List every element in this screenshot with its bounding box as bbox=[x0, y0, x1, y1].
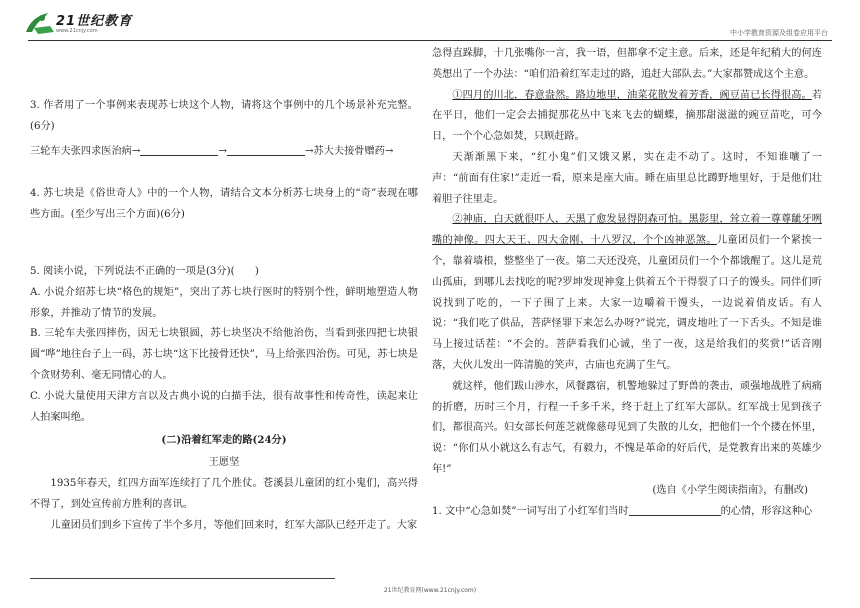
paragraph-7: 就这样，他们跋山涉水，风餐露宿，机警地躲过了野兽的袭击，顽强地战胜了病痛的折磨，历时三个月，行程一千多千米，终于赶上了红军大部队。红军战士见到孩子们，都很高兴。妇女部长何莲芝就像慈母见到了失散的儿女，把他们一个个搂在怀里，说：“你们从小就这么有志气，有毅力，不愧是革命的好后代，是党教育出来的英雄少年!” bbox=[432, 380, 822, 475]
paragraph-2: 儿童团员们到乡下宣传了半个多月，等他们回来时，红军大部队已经开走了。大家 bbox=[50, 519, 418, 531]
paragraph-1: 1935年春天，红四方面军连续打了几个胜仗。苍溪县儿童团的红小鬼们，高兴得不得了，到处宣传前方胜利的喜讯。 bbox=[30, 477, 418, 510]
option-a: A. 小说介绍苏七块“格色的规矩”，突出了苏七块行医时的特别个性，鲜明地塑造人物形象，并推动了情节的发展。 bbox=[30, 286, 418, 319]
right-column bbox=[432, 44, 822, 522]
left-column bbox=[30, 44, 418, 536]
logo-text: 21世纪教育 bbox=[56, 14, 133, 29]
option-b: B. 三轮车夫张四摔伤，因无七块银圆，苏七块坚决不给他治伤，当看到张四把七块银圆“哗”地往台子上一码，苏七块“这下比接骨还快”，马上给张四治伤。可见，苏七块是个贪财势利、毫无同情心的人。 bbox=[30, 328, 418, 381]
question-3-flow bbox=[30, 142, 418, 163]
flow-arrow: → bbox=[218, 145, 227, 157]
paragraph-6 bbox=[432, 210, 822, 376]
site-name: 中小学教育资源及组卷应用平台 bbox=[730, 29, 828, 37]
paragraph-6-rest: 儿童团员们一个紧挨一个，靠着墙根，整整坐了一夜。第二天还没亮，儿童团员们一个个都饿醒了。这儿是荒山孤庙，到哪儿去找吃的呢?罗坤发现神龛上供着五个干得裂了口子的馒头。同伴们听说找到了吃的，一下子围了上来。大家一边嚼着干馒头，一边说着俏皮话。有人说：“我们吃了供品，菩萨怪罪下来怎么办呀?”说完，调皮地吐了一下舌头。不知是谁马上接过话茬：“不会的。菩萨看我们心诚，坐了一夜，这是给我们的奖赏!”话音刚落，大伙儿发出一阵清脆的笑声，古庙也充满了生气。 bbox=[432, 235, 822, 371]
question-1-start: 1. 文中“心急如焚”一词写出了小红军们当时 bbox=[432, 505, 629, 517]
underlined-sentence-1: ①四月的川北，春意盎然。路边地里，油菜花散发着芳香，豌豆苗已长得很高。 bbox=[452, 89, 812, 101]
option-c: C. 小说大量使用天津方言以及古典小说的白描手法，很有故事性和传奇性，读起来让人拍案叫绝。 bbox=[30, 390, 418, 423]
paragraph-5: 天渐渐黑下来，“红小鬼”们又饿又累，实在走不动了。这时，不知谁嚷了一声：“前面有住家!”走近一看，原来是座大庙。睡在庙里总比蹲野地里好，于是他们壮着胆子往里走。 bbox=[432, 151, 822, 205]
paragraph-4-rest: 若在平日，他们一定会去捕捉那花丛中飞来飞去的蝴蝶，摘那甜滋滋的豌豆苗吃，可今日，一个个心急如焚，只顾赶路。 bbox=[432, 89, 822, 143]
answer-blank-1[interactable] bbox=[140, 143, 218, 156]
underlined-sentence-2: ②神庙，白天就很吓人，天黑了愈发显得阴森可怕。黑影里，耸立着一尊尊龇牙咧嘴的神像。四大天王、四大金刚、十八罗汉，个个凶神恶煞。 bbox=[432, 214, 822, 247]
flow-start: 三轮车夫张四求医治病→ bbox=[30, 145, 141, 157]
flow-end: →苏大夫接骨赠药→ bbox=[304, 145, 394, 157]
answer-blank-3[interactable] bbox=[629, 503, 721, 516]
paragraph-4 bbox=[432, 86, 822, 148]
question-5: 5. 阅读小说，下列说法不正确的一项是(3分)( ) bbox=[30, 265, 259, 277]
answer-blank-2[interactable] bbox=[227, 143, 305, 156]
author: 王愿坚 bbox=[208, 457, 240, 469]
question-1 bbox=[432, 502, 822, 523]
logo-url: www.21cnjy.com bbox=[56, 28, 98, 34]
question-4: 4. 苏七块是《俗世奇人》中的一个人物，请结合文本分析苏七块身上的“奇”表现在哪些方面。(至少写出三个方面)(6分) bbox=[30, 188, 418, 221]
section-title: (二)沿着红军走的路(24分) bbox=[161, 434, 287, 447]
footer-text: 21世纪教育网(www.21cnjy.com) bbox=[383, 587, 477, 594]
question-3: 3. 作者用了一个事例来表现苏七块这个人物，请将这个事例中的几个场景补充完整。(6分) bbox=[30, 100, 418, 132]
footer-divider bbox=[30, 578, 335, 579]
question-1-end: 的心情，形容这种心 bbox=[720, 505, 813, 517]
paragraph-3: 急得直跺脚，十几张嘴你一言，我一语，但都拿不定主意。后来，还是年纪稍大的何连英想出了一个办法：“咱们沿着红军走过的路，追赶大部队去。”大家都赞成这个主意。 bbox=[432, 48, 822, 80]
header-divider bbox=[28, 40, 832, 41]
source-note: (选自《小学生阅读指南》，有删改) bbox=[652, 484, 808, 496]
